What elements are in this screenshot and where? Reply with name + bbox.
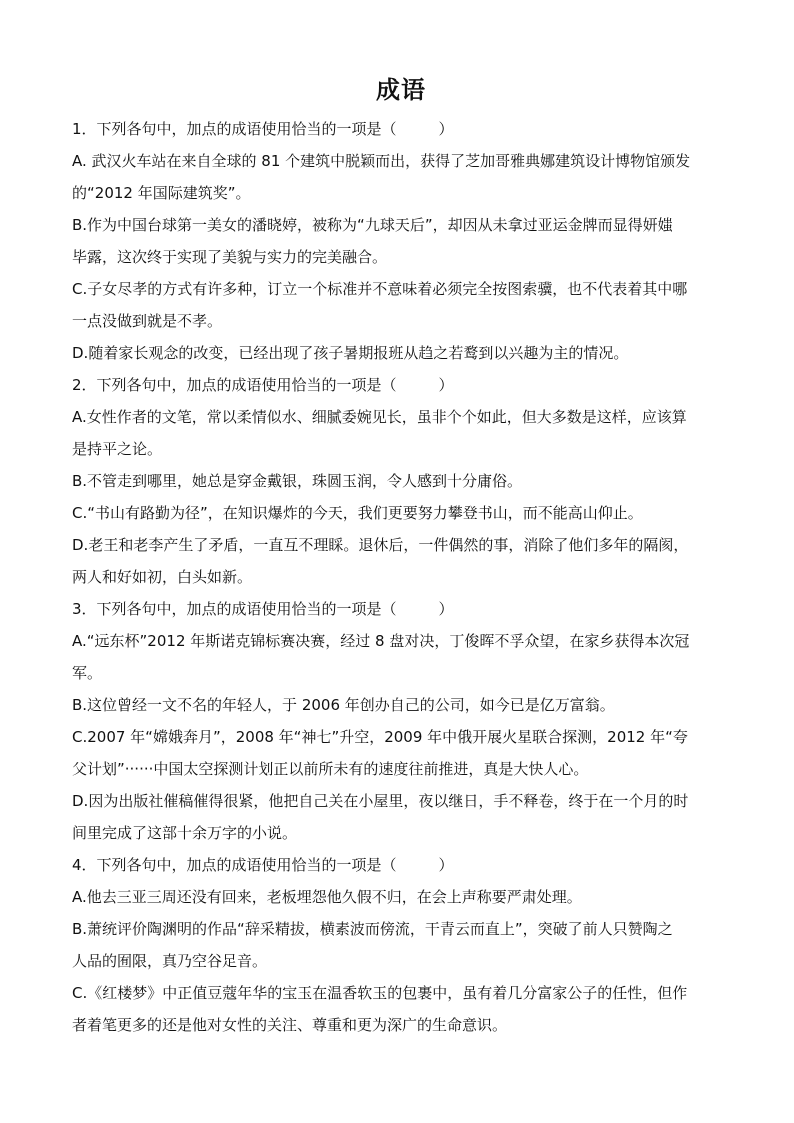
option-line: 人品的囿限，真乃空谷足音。 [72, 952, 268, 970]
option-line: B.这位曾经一文不名的年轻人，于 2006 年创办自己的公司，如今已是亿万富翁。 [72, 696, 615, 714]
option-line: B.作为中国台球第一美女的潘晓婷，被称为“九球天后”，却因从未拿过亚运金牌而显得妍媸 [72, 216, 673, 234]
option-line: D.随着家长观念的改变，已经出现了孩子暑期报班从趋之若鹜到以兴趣为主的情况。 [72, 344, 629, 362]
question-stem-close: ） [438, 600, 454, 618]
question-stem [72, 113, 730, 145]
question-stem-text: 1．下列各句中，加点的成语使用恰当的一项是（ [72, 120, 397, 138]
question-stem [72, 593, 730, 625]
option-line: A.他去三亚三周还没有回来，老板埋怨他久假不归，在会上声称要严肃处理。 [72, 888, 582, 906]
question-list [72, 113, 730, 1041]
option-line: C.“书山有路勤为径”，在知识爆炸的今天，我们更要努力攀登书山，而不能高山仰止。 [72, 504, 643, 522]
option-line: 一点没做到就是不孝。 [72, 312, 223, 330]
option-line: 毕露，这次终于实现了美貌与实力的完美融合。 [72, 248, 388, 266]
question-stem-text: 3．下列各句中，加点的成语使用恰当的一项是（ [72, 600, 397, 618]
option-line: C.2007 年“嫦娥奔月”，2008 年“神七”升空，2009 年中俄开展火星联合探测，2012 年“夸 [72, 728, 688, 746]
question-stem-close: ） [438, 120, 454, 138]
question-stem-close: ） [438, 376, 454, 394]
question-stem [72, 369, 730, 401]
question-stem [72, 849, 730, 881]
option-line: 的“2012 年国际建筑奖”。 [72, 184, 251, 202]
option-line: B.萧统评价陶渊明的作品“辞采精拔，横素波而傍流，干青云而直上”，突破了前人只赞陶之 [72, 920, 673, 938]
question-stem-close: ） [438, 856, 454, 874]
option-line: A.“远东杯”2012 年斯诺克锦标赛决赛，经过 8 盘对决，丁俊晖不孚众望，在家乡获得本次冠 [72, 632, 690, 650]
option-line: C.子女尽孝的方式有许多种，订立一个标准并不意味着必须完全按图索骥，也不代表着其中哪 [72, 280, 688, 298]
option-line: 间里完成了这部十余万字的小说。 [72, 824, 298, 842]
option-line: 两人和好如初，白头如新。 [72, 568, 253, 586]
question-stem-text: 4．下列各句中，加点的成语使用恰当的一项是（ [72, 856, 397, 874]
option-line: B.不管走到哪里，她总是穿金戴银，珠圆玉润，令人感到十分庸俗。 [72, 472, 523, 490]
question-stem-text: 2．下列各句中，加点的成语使用恰当的一项是（ [72, 376, 397, 394]
option-line: A.女性作者的文笔，常以柔情似水、细腻委婉见长，虽非个个如此，但大多数是这样，应该算 [72, 408, 687, 426]
option-line: 是持平之论。 [72, 440, 163, 458]
option-line: D.因为出版社催稿催得很紧，他把自己关在小屋里，夜以继日，手不释卷，终于在一个月的时 [72, 792, 689, 810]
option-line: 军。 [72, 664, 103, 682]
option-line: 者着笔更多的还是他对女性的关注、尊重和更为深广的生命意识。 [72, 1016, 508, 1034]
option-line: 父计划”······中国太空探测计划正以前所未有的速度往前推进，真是大快人心。 [72, 760, 589, 778]
option-line: C.《红楼梦》中正值豆蔻年华的宝玉在温香软玉的包裹中，虽有着几分富家公子的任性，但作 [72, 984, 688, 1002]
option-line: A. 武汉火车站在来自全球的 81 个建筑中脱颖而出，获得了芝加哥雅典娜建筑设计博物馆颁发 [72, 152, 691, 170]
page-title: 成语 [376, 76, 426, 104]
option-line: D.老王和老李产生了矛盾，一直互不理睬。退休后，一件偶然的事，消除了他们多年的隔阂， [72, 536, 689, 554]
